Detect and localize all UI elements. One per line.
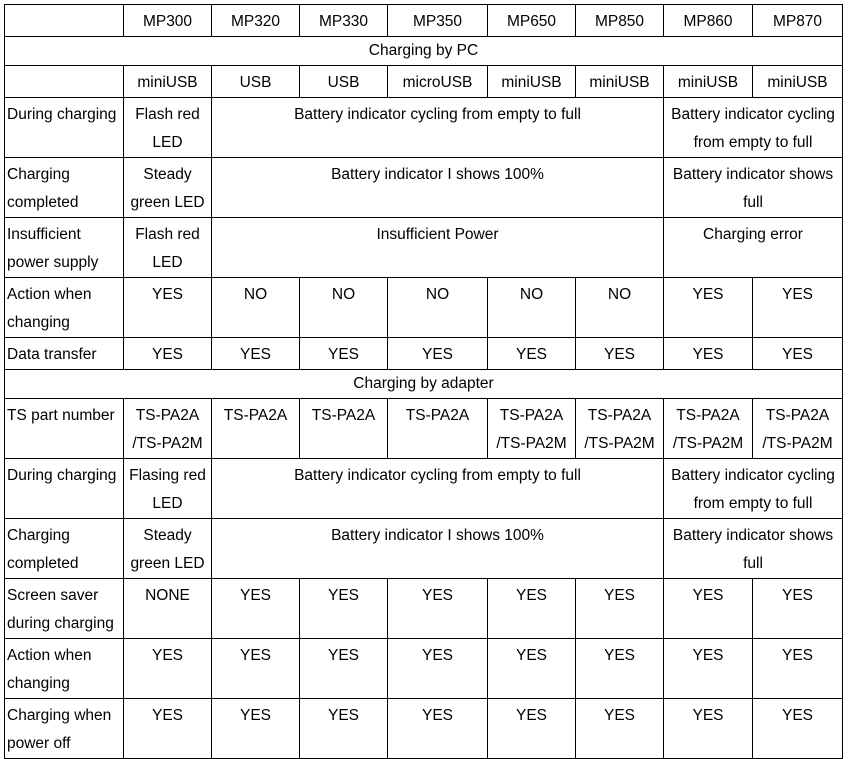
table-row xyxy=(5,218,843,278)
header-row xyxy=(5,5,843,37)
table-row xyxy=(5,699,843,759)
row-label: Charging completed xyxy=(5,519,124,579)
table-row xyxy=(5,459,843,519)
table-cell: NO xyxy=(576,278,664,338)
table-cell: NO xyxy=(388,278,488,338)
table-cell: Flash red LED xyxy=(124,98,212,158)
table-cell: miniUSB xyxy=(488,66,576,98)
table-cell: YES xyxy=(664,699,753,759)
table-cell: YES xyxy=(300,639,388,699)
table-row xyxy=(5,579,843,639)
table-row xyxy=(5,66,843,98)
model-header: MP850 xyxy=(576,5,664,37)
table-cell: YES xyxy=(388,699,488,759)
table-cell: YES xyxy=(124,639,212,699)
table-cell: TS-PA2A /TS-PA2M xyxy=(488,399,576,459)
table-cell: Battery indicator cycling from empty to full xyxy=(664,98,843,158)
table-cell: Flash red LED xyxy=(124,218,212,278)
model-header: MP300 xyxy=(124,5,212,37)
row-label: TS part number xyxy=(5,399,124,459)
table-cell: YES xyxy=(664,278,753,338)
table-cell: USB xyxy=(300,66,388,98)
table-cell: Steady green LED xyxy=(124,158,212,218)
table-cell: YES xyxy=(576,699,664,759)
table-row xyxy=(5,98,843,158)
table-cell: Charging error xyxy=(664,218,843,278)
row-label xyxy=(5,66,124,98)
table-row xyxy=(5,158,843,218)
table-cell: YES xyxy=(753,338,843,370)
model-header: MP650 xyxy=(488,5,576,37)
model-header: MP320 xyxy=(212,5,300,37)
model-header: MP350 xyxy=(388,5,488,37)
table-cell: YES xyxy=(124,699,212,759)
table-cell: Battery indicator cycling from empty to full xyxy=(212,459,664,519)
row-label: Insufficient power supply xyxy=(5,218,124,278)
table-cell: Flasing red LED xyxy=(124,459,212,519)
table-cell: TS-PA2A /TS-PA2M xyxy=(576,399,664,459)
row-label: During charging xyxy=(5,459,124,519)
section-title: Charging by adapter xyxy=(5,370,843,399)
table-cell: Battery indicator shows full xyxy=(664,158,843,218)
table-cell: Battery indicator I shows 100% xyxy=(212,519,664,579)
table-cell: TS-PA2A /TS-PA2M xyxy=(664,399,753,459)
table-cell: NO xyxy=(212,278,300,338)
model-header: MP330 xyxy=(300,5,388,37)
table-cell: Battery indicator shows full xyxy=(664,519,843,579)
row-label: Action when changing xyxy=(5,639,124,699)
comparison-table xyxy=(4,4,843,759)
table-cell: microUSB xyxy=(388,66,488,98)
table-cell: miniUSB xyxy=(576,66,664,98)
table-cell: YES xyxy=(664,338,753,370)
table-cell: TS-PA2A xyxy=(212,399,300,459)
table-cell: NO xyxy=(300,278,388,338)
table-cell: USB xyxy=(212,66,300,98)
table-cell: YES xyxy=(212,699,300,759)
row-label: Screen saver during charging xyxy=(5,579,124,639)
table-cell: Battery indicator cycling from empty to full xyxy=(664,459,843,519)
table-row xyxy=(5,399,843,459)
table-cell: Steady green LED xyxy=(124,519,212,579)
table-cell: YES xyxy=(388,639,488,699)
table-cell: YES xyxy=(576,639,664,699)
table-cell: Battery indicator cycling from empty to full xyxy=(212,98,664,158)
table-cell: miniUSB xyxy=(124,66,212,98)
section-row xyxy=(5,370,843,399)
row-label: Action when changing xyxy=(5,278,124,338)
table-cell: TS-PA2A /TS-PA2M xyxy=(753,399,843,459)
table-cell: TS-PA2A xyxy=(300,399,388,459)
table-row xyxy=(5,519,843,579)
table-cell: miniUSB xyxy=(753,66,843,98)
section-row xyxy=(5,37,843,66)
model-header: MP870 xyxy=(753,5,843,37)
table-cell: YES xyxy=(300,579,388,639)
model-header: MP860 xyxy=(664,5,753,37)
table-cell: TS-PA2A /TS-PA2M xyxy=(124,399,212,459)
table-row xyxy=(5,338,843,370)
table-cell: NONE xyxy=(124,579,212,639)
table-cell: YES xyxy=(488,338,576,370)
table-cell: YES xyxy=(488,639,576,699)
table-cell: YES xyxy=(753,699,843,759)
row-label: Data transfer xyxy=(5,338,124,370)
table-cell: YES xyxy=(488,699,576,759)
table-cell: YES xyxy=(753,278,843,338)
table-cell: Battery indicator I shows 100% xyxy=(212,158,664,218)
table-cell: YES xyxy=(212,338,300,370)
table-cell: YES xyxy=(664,579,753,639)
table-cell: YES xyxy=(753,579,843,639)
table-row xyxy=(5,639,843,699)
table-cell: YES xyxy=(753,639,843,699)
table-cell: TS-PA2A xyxy=(388,399,488,459)
table-cell: miniUSB xyxy=(664,66,753,98)
section-title: Charging by PC xyxy=(5,37,843,66)
header-corner-cell xyxy=(5,5,124,37)
row-label: Charging completed xyxy=(5,158,124,218)
table-cell: YES xyxy=(388,579,488,639)
table-cell: YES xyxy=(124,338,212,370)
table-row xyxy=(5,278,843,338)
row-label: During charging xyxy=(5,98,124,158)
table-cell: YES xyxy=(300,338,388,370)
table-cell: YES xyxy=(576,338,664,370)
table-cell: YES xyxy=(488,579,576,639)
table-cell: YES xyxy=(124,278,212,338)
table-cell: YES xyxy=(664,639,753,699)
table-cell: YES xyxy=(212,579,300,639)
table-cell: YES xyxy=(212,639,300,699)
table-cell: YES xyxy=(300,699,388,759)
table-cell: YES xyxy=(576,579,664,639)
table-cell: NO xyxy=(488,278,576,338)
table-cell: YES xyxy=(388,338,488,370)
row-label: Charging when power off xyxy=(5,699,124,759)
table-cell: Insufficient Power xyxy=(212,218,664,278)
